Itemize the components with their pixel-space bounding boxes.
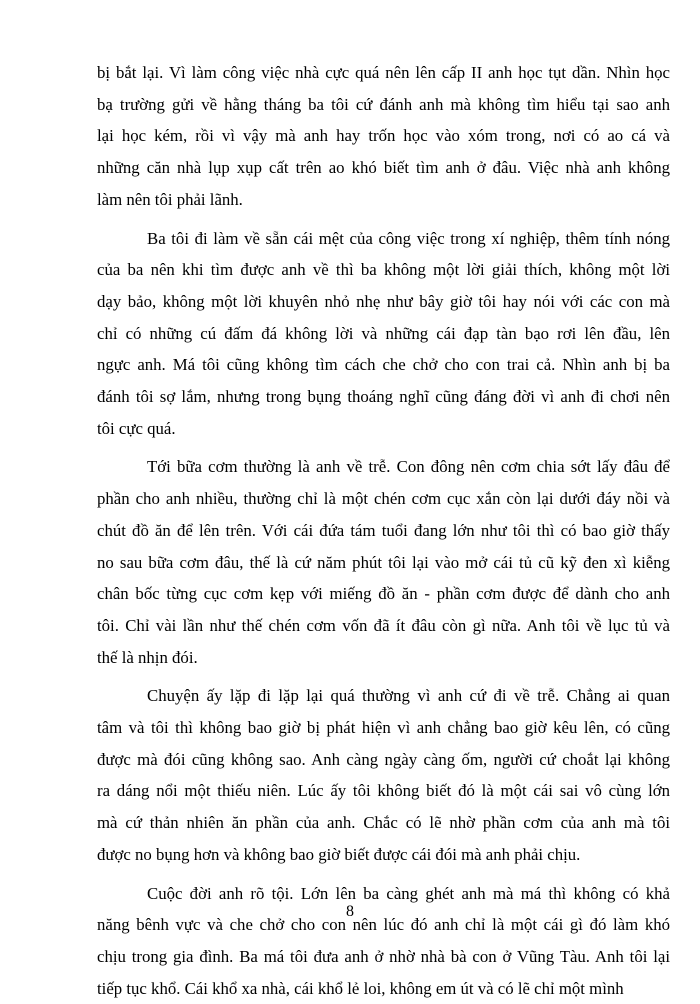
text-line: tôi. Chỉ vài lần như thế chén cơm vốn đã ít đâu còn gì nữa. Anh tôi về lục tủ và [97, 615, 670, 635]
text-line: đánh tôi sợ lắm, nhưng trong bụng thoáng nghĩ cũng đáng đời vì anh đi chơi nên [97, 387, 670, 407]
page-number: 8 [346, 903, 354, 920]
text-line: Chuyện ấy lặp đi lặp lại quá thường vì anh cứ đi về trễ. Chẳng ai quan [147, 686, 670, 706]
text-line: Ba tôi đi làm về sẵn cái mệt của công việc trong xí nghiệp, thêm tính nóng [147, 228, 670, 248]
text-line: chân bốc từng cục cơm kẹp với miếng đồ ăn - phần cơm được để dành cho anh [97, 584, 670, 604]
text-line: chút đồ ăn để lên trên. Với cái đứa tám tuổi đang lớn như tôi thì có bao giờ thấy [97, 520, 670, 540]
paragraph [97, 57, 670, 216]
text-line: lại học kém, rồi vì vậy mà anh hay trốn học vào xóm trong, nơi có ao cá và [97, 126, 670, 146]
text-line: phần cho anh nhiều, thường chỉ là một chén cơm cục xắn còn lại dưới đáy nồi và [97, 489, 670, 509]
text-line: Tới bữa cơm thường là anh về trễ. Con đông nên cơm chia sớt lấy đâu để [147, 457, 670, 477]
text-line: những căn nhà lụp xụp cất trên ao khó biết tìm anh ở đâu. Việc nhà anh không [97, 158, 670, 178]
text-line: chỉ có những cú đấm đá không lời và những cái đạp tàn bạo rơi lên đầu, lên [97, 323, 670, 343]
text-line: được mà đói cũng không sao. Anh càng ngày càng ốm, người cứ choắt lại không [97, 749, 670, 769]
text-line: ra dáng nổi một thiếu niên. Lúc ấy tôi không biết đó là một cái sai vô cùng lớn [97, 781, 670, 801]
paragraph [97, 223, 670, 445]
text-line: tôi cực quá. [97, 418, 176, 438]
text-line: Cuộc đời anh rõ tội. Lớn lên ba càng ghét anh mà má thì không có khả [147, 883, 670, 903]
paragraph [97, 451, 670, 673]
text-line: tâm và tôi thì không bao giờ bị phát hiện vì anh chẳng bao giờ kêu lên, có cũng [97, 718, 670, 738]
text-line: bạ trường gửi về hằng tháng ba tôi cứ đánh anh mà không tìm hiểu tại sao anh [97, 94, 670, 114]
text-line: mà cứ thản nhiên ăn phần của anh. Chắc có lẽ nhờ phần cơm của anh mà tôi [97, 813, 670, 833]
text-line: năng bênh vực và che chở cho con nên lúc đó anh chỉ là một cái gì đó làm khó [97, 915, 670, 935]
text-line: làm nên tôi phải lãnh. [97, 189, 243, 209]
text-line: dạy bảo, không một lời khuyên nhỏ nhẹ như bây giờ tôi hay nói với các con mà [97, 291, 670, 311]
text-line: chịu trong gia đình. Ba má tôi đưa anh ở nhờ nhà bà con ở Vũng Tàu. Anh tôi lại [97, 946, 670, 966]
text-line: thế là nhịn đói. [97, 647, 198, 667]
text-line: của ba nên khi tìm được anh về thì ba không một lời giải thích, không một lời [97, 260, 670, 280]
text-line: bị bắt lại. Vì làm công việc nhà cực quá nên lên cấp II anh học tụt dần. Nhìn học [97, 63, 670, 82]
text-line: tiếp tục khổ. Cái khổ xa nhà, cái khổ lẻ loi, không em út và có lẽ chỉ một mình [97, 978, 624, 998]
paragraph [97, 878, 670, 1004]
text-line: ngực anh. Má tôi cũng không tìm cách che chở cho con trai cả. Nhìn anh bị ba [97, 355, 670, 375]
text-line: được no bụng hơn và không bao giờ biết được cái đói mà anh phải chịu. [97, 844, 581, 864]
text-line: no sau bữa cơm đâu, thế là cứ năm phút tôi lại vào mở cái tủ cũ kỹ đen xì kiễng [97, 552, 670, 572]
body-text [97, 57, 670, 1004]
paragraph [97, 680, 670, 870]
